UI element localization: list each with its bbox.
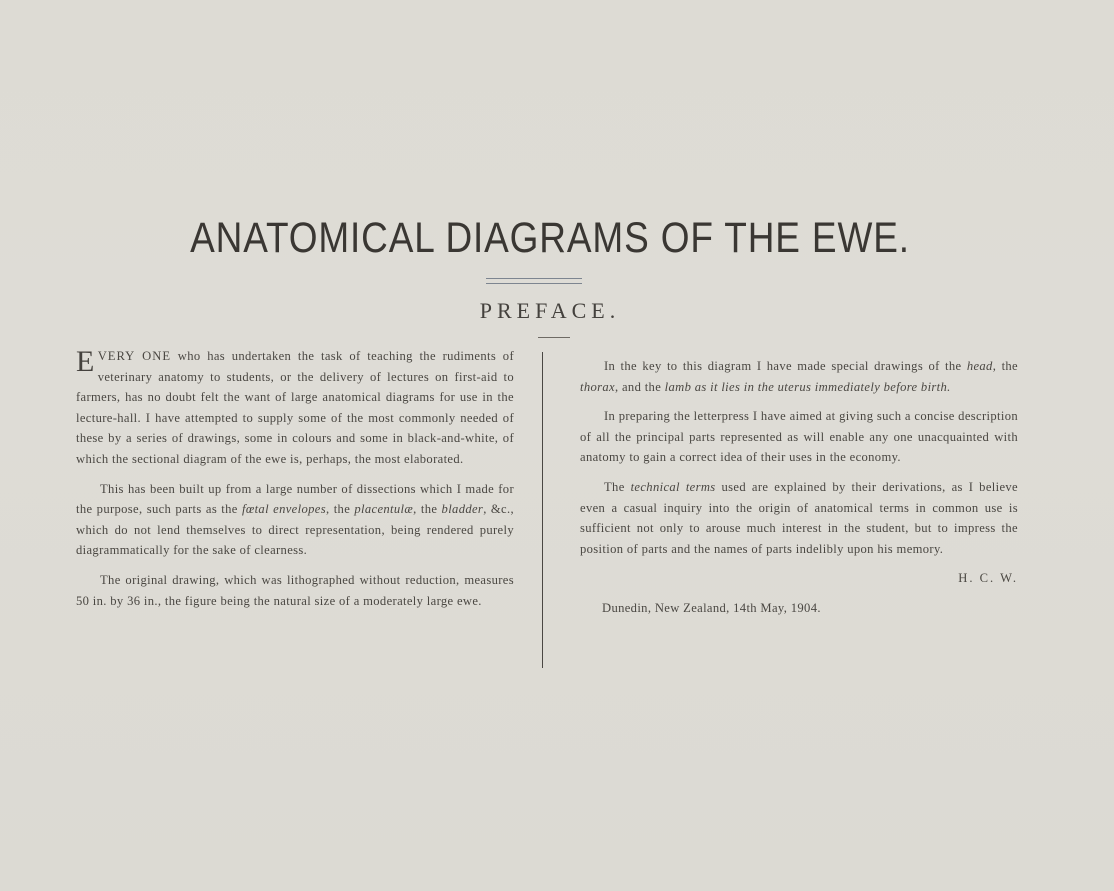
left-paragraph-2 (76, 479, 514, 561)
column-divider (542, 352, 543, 668)
section-heading-preface: PREFACE. (479, 298, 621, 323)
opening-small-caps: VERY ONE (97, 349, 172, 363)
right-paragraph-1 (580, 356, 1018, 397)
heading-underline-rule (538, 337, 570, 338)
left-paragraph-1 (76, 346, 514, 470)
author-initials: H. C. W. (958, 571, 1018, 586)
right-column (580, 356, 1018, 628)
italic-term: technical terms (630, 479, 716, 494)
left-paragraph-3: The original drawing, which was lithographed without reduction, measures 50 in. by 36 in., the figure being the natural size of a moderately large ewe. (76, 572, 514, 608)
text-run: In the key to this diagram I have made special drawings of the (604, 359, 967, 373)
drop-cap: E (76, 345, 95, 378)
italic-term: placentulæ (354, 502, 414, 517)
italic-term: thorax (580, 379, 615, 394)
page-title: ANATOMICAL DIAGRAMS OF THE EWE. (190, 214, 910, 262)
text-run: used are explained by their derivations, as I believe even a casual inquiry into the origin of anatomical terms in common use is sufficient not only to arouse much interest in the student, but to impress the position of parts and the names of parts indelibly upon his memory. (580, 479, 1018, 556)
text-run: The (604, 479, 631, 494)
italic-term: head (966, 359, 993, 373)
left-column (76, 346, 514, 620)
text-run: , the (992, 359, 1019, 373)
left-paragraph-1-text: who has undertaken the task of teaching the rudiments of veterinary anatomy to students, or the delivery of lectures on first-aid to farmers, has no doubt felt the want of large anatomical diagrams for use in the lecture-hall. I have attempted to supply some of the most commonly needed of these by a series of drawings, some in colours and some in black-and-white, of which the sectional diagram of the ewe is, perhaps, the most elaborated. (76, 349, 514, 466)
dateline: Dunedin, New Zealand, 14th May, 1904. (602, 600, 821, 615)
text-run: This has been built up from a large number of dissections which I made for the purpose, such parts as the (76, 481, 514, 517)
italic-term: lamb as it lies in the uterus immediately before birth. (664, 379, 951, 394)
right-paragraph-2: In preparing the letterpress I have aimed at giving such a concise description of all the principal parts represented as will enable any one unacquainted with anatomy to gain a correct idea of their uses in the economy. (580, 409, 1018, 465)
title-double-rule (486, 278, 582, 284)
right-paragraph-3 (580, 477, 1018, 559)
text-run: , the (413, 502, 442, 517)
text-run: , the (325, 502, 355, 517)
text-run: , &c., which do not lend themselves to direct representation, being rendered purely diagrammatically for the sake of clearness. (76, 502, 514, 558)
text-run: , and the (614, 379, 665, 394)
italic-term: fœtal envelopes (241, 502, 326, 517)
italic-term: bladder (441, 502, 484, 517)
